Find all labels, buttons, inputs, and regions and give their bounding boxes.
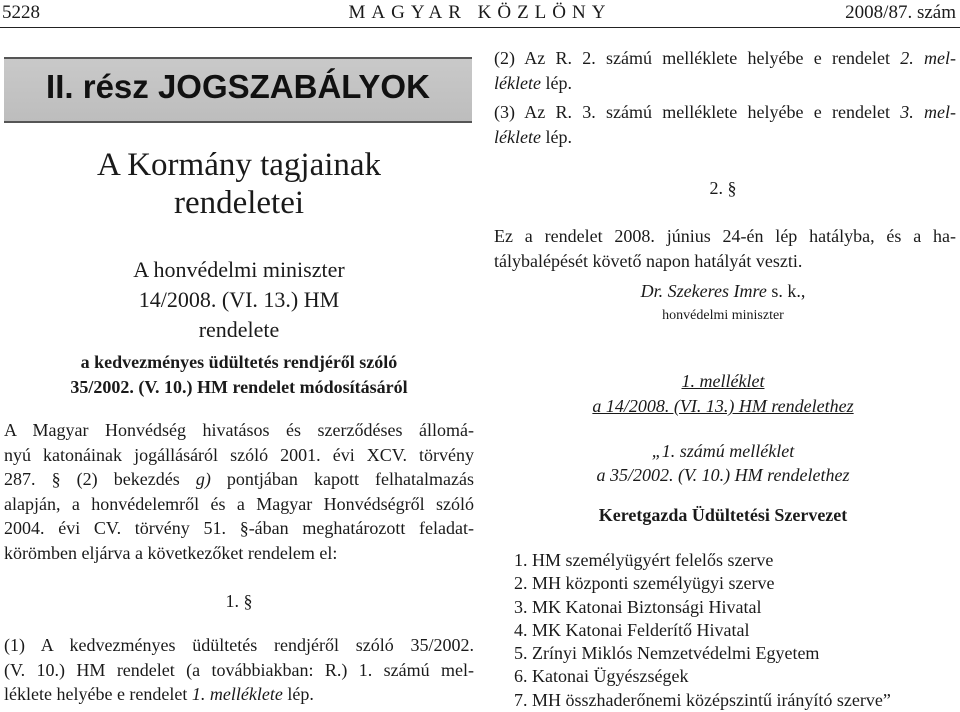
section-1-heading [0,591,478,612]
inner-annex-reference: a 35/2002. (V. 10.) HM rendelethez [596,465,850,485]
organization-list [514,549,891,712]
text-line: körömben eljárva a következőket rendelem el: [4,542,338,563]
journal-title: MAGYAR KÖZLÖNY [348,2,612,23]
text-line: (V. 10.) HM rendelet (a továbbiakban: R.) 1. számú mel- [4,659,474,680]
paragraph-3 [494,100,956,149]
annex-heading: 1. melléklet [681,371,765,391]
section-2-heading [490,178,956,199]
part-heading: II. rész JOGSZABÁLYOK [46,68,430,105]
text-line: (3) Az R. 3. számú melléklete helyébe e rendelet 3. mel- [494,102,956,122]
list-item: 4. MK Katonai Felderítő Hivatal [514,619,750,640]
section-title [0,146,478,222]
text-line: alapján, a honvédelemről és a Magyar Honvédségről szóló [4,493,474,514]
list-item: 1. HM személyügyért felelős szerve [514,550,774,570]
text-line: léklete lép. [494,72,572,93]
section-sign: § [51,469,61,489]
text-line: 287. § (2) bekezdés g) pontjában kapott felhatalmazás [4,469,474,489]
regulation-subject-line: 35/2002. (V. 10.) HM rendelet módosításáról [70,377,408,397]
section-sign: § [243,591,253,611]
page-number: 5228 [2,2,40,23]
text-line: Ez a rendelet 2008. június 24-én lép hatályba, és a ha- [494,226,956,246]
list-item: 5. Zrínyi Miklós Nemzetvédelmi Egyetem [514,643,820,664]
paragraph-2 [494,46,956,95]
text-line: A Magyar Honvédség hivatásos és szerződéses állomá- [4,420,474,440]
text-line: léklete helyébe e rendelet 1. melléklete lép. [4,684,314,704]
regulation-type: rendelete [198,317,280,342]
page-header [0,0,960,26]
issue-number: 2008/87. szám [845,2,956,23]
annex-reference: a 14/2008. (VI. 13.) HM rendelethez [592,396,854,416]
section-title-line: A Kormány tagjainak [96,147,382,183]
organization-title: Keretgazda Üdültetési Szervezet [598,505,848,525]
regulation-number: 14/2008. (VI. 13.) HM [138,287,340,312]
signature-suffix: s. k., [766,281,806,301]
text-line: tálybalépését követő napon hatályát veszti. [494,250,803,271]
paragraph-1 [4,633,474,707]
text-line: (1) A kedvezményes üdültetés rendjéről szóló 35/2002. [4,635,474,655]
signatory-name: Dr. Szekeres Imre [640,281,767,301]
regulation-title [0,255,478,345]
regulation-issuer: A honvédelmi miniszter [133,257,345,282]
text-line: (2) Az R. 2. számú melléklete helyébe e rendelet 2. mel- [494,48,956,68]
list-item: 6. Katonai Ügyészségek [514,666,689,687]
signatory-title: honvédelmi miniszter [662,308,784,323]
text-line: 2004. évi CV. törvény 51. §-ában meghatározott feladat- [4,518,474,538]
section-sign: § [727,178,737,198]
right-column [490,28,956,710]
text-line: léklete lép. [494,126,572,147]
inner-annex-heading: „1. számú melléklet [651,441,795,461]
list-item: 2. MH központi személyügyi szerve [514,573,775,594]
part-heading-box [4,57,472,123]
regulation-subject-line: a kedvezményes üdültetés rendjéről szóló [80,352,398,372]
effect-paragraph [494,224,956,273]
preamble-paragraph [4,418,474,565]
section-title-line: rendeletei [173,185,305,221]
regulation-subject [0,350,478,400]
list-item: 3. MK Katonai Biztonsági Hivatal [514,596,762,617]
section-number: 1. [225,591,239,611]
section-sign: § [239,518,249,538]
section-number: 2. [709,178,723,198]
left-column [0,28,478,710]
list-item: 7. MH összhaderőnemi középszintű irányító szerve” [514,689,891,710]
text-line: nyú katonáinak jogállásáról szóló 2001. évi XCV. törvény [4,444,474,465]
signature [490,281,956,302]
